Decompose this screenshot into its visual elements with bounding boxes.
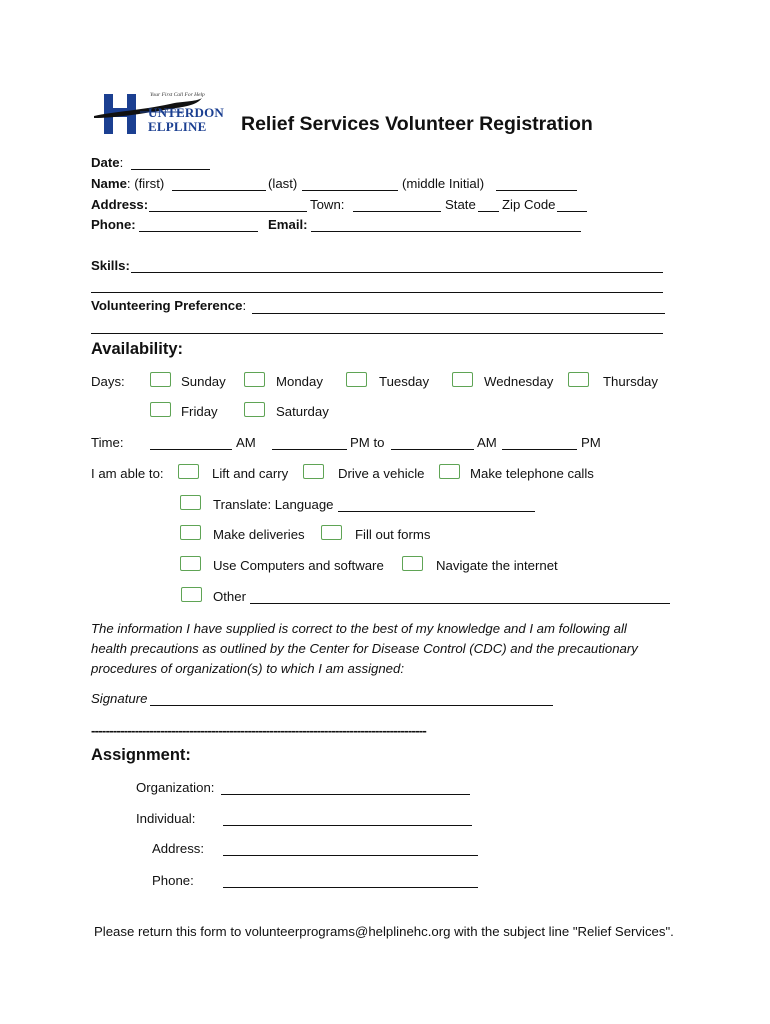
translate-checkbox[interactable] [180,495,201,510]
name-first-label: : (first) [126,176,165,191]
other-checkbox[interactable] [181,587,202,602]
lift-carry-checkbox[interactable] [178,464,199,479]
zip-label: Zip Code [502,197,556,212]
assignment-heading: Assignment: [91,746,191,764]
wednesday-checkbox[interactable] [452,372,473,387]
preference-row [91,297,246,315]
availability-heading: Availability: [91,340,183,358]
hunterdon-helpline-logo [92,90,232,136]
sunday-checkbox[interactable] [150,372,171,387]
thursday-label: Thursday [603,374,658,389]
preference-sep: : [242,298,247,313]
translate-language-field[interactable] [338,511,535,512]
other-label: Other [213,589,246,604]
skills-field-line-2[interactable] [91,292,663,293]
organization-label: Organization: [136,780,215,795]
zip-field[interactable] [557,211,587,212]
time-pm-to-label: PM to [350,435,385,450]
friday-checkbox[interactable] [150,402,171,417]
date-sep: : [119,155,124,170]
fill-forms-checkbox[interactable] [321,525,342,540]
time-am-label-2: AM [477,435,497,450]
town-label: Town: [310,197,345,212]
telephone-calls-label: Make telephone calls [470,466,594,481]
sunday-label: Sunday [181,374,226,389]
tuesday-checkbox[interactable] [346,372,367,387]
date-label: Date [91,155,120,170]
address-field[interactable] [149,211,307,212]
assignment-address-field[interactable] [223,855,478,856]
lift-carry-label: Lift and carry [212,466,289,481]
time-start-field[interactable] [150,449,232,450]
section-separator: -------------------------------------------------------------------------------------------- [91,723,427,738]
assignment-phone-label: Phone: [152,873,194,888]
statement-line-2: health precautions as outlined by the Center for Disease Control (CDC) and the precautionary [91,641,638,656]
internet-label: Navigate the internet [436,558,558,573]
monday-label: Monday [276,374,323,389]
skills-field[interactable] [131,272,663,273]
first-name-field[interactable] [172,190,266,191]
wednesday-label: Wednesday [484,374,554,389]
page-title: Relief Services Volunteer Registration [241,113,593,135]
deliveries-label: Make deliveries [213,527,305,542]
days-label: Days: [91,374,125,389]
drive-vehicle-label: Drive a vehicle [338,466,425,481]
last-name-field[interactable] [302,190,398,191]
fill-forms-label: Fill out forms [355,527,431,542]
time-pm-field[interactable] [272,449,347,450]
phone-label: Phone: [91,217,136,232]
telephone-calls-checkbox[interactable] [439,464,460,479]
logo-line-2: ELPLINE [148,119,207,134]
organization-field[interactable] [221,794,470,795]
preference-label: Volunteering Preference [91,298,243,313]
time-am-label: AM [236,435,256,450]
other-field[interactable] [250,603,670,604]
internet-checkbox[interactable] [402,556,423,571]
computers-checkbox[interactable] [180,556,201,571]
email-field[interactable] [311,231,581,232]
friday-label: Friday [181,404,218,419]
tuesday-label: Tuesday [379,374,430,389]
middle-initial-label: (middle Initial) [402,176,485,191]
phone-field[interactable] [139,231,258,232]
monday-checkbox[interactable] [244,372,265,387]
individual-field[interactable] [223,825,472,826]
preference-field-line-2[interactable] [91,333,663,334]
name-label: Name [91,176,127,191]
date-row [91,154,123,172]
statement-line-3: procedures of organization(s) to which I am assigned: [91,661,404,676]
state-label: State [445,197,476,212]
assignment-phone-field[interactable] [223,887,478,888]
time-end-pm-field[interactable] [502,449,577,450]
skills-label: Skills: [91,258,130,273]
time-label: Time: [91,435,124,450]
footer-instructions: Please return this form to volunteerprograms@helplinehc.org with the subject line "Relief Services". [94,924,674,939]
computers-label: Use Computers and software [213,558,384,573]
date-field[interactable] [131,169,210,170]
signature-label: Signature [91,691,148,706]
thursday-checkbox[interactable] [568,372,589,387]
individual-label: Individual: [136,811,196,826]
signature-field[interactable] [150,705,553,706]
logo-line-1: UNTERDON [148,105,224,120]
time-end-am-field[interactable] [391,449,474,450]
deliveries-checkbox[interactable] [180,525,201,540]
drive-vehicle-checkbox[interactable] [303,464,324,479]
middle-initial-field[interactable] [496,190,577,191]
able-to-label: I am able to: [91,466,164,481]
assignment-address-label: Address: [152,841,205,856]
saturday-checkbox[interactable] [244,402,265,417]
saturday-label: Saturday [276,404,329,419]
statement-line-1: The information I have supplied is correct to the best of my knowledge and I am following all [91,621,627,636]
town-field[interactable] [353,211,441,212]
preference-field[interactable] [252,313,665,314]
state-field[interactable] [478,211,499,212]
logo-tagline: Your First Call For Help [150,92,205,98]
address-label: Address: [91,197,149,212]
translate-label: Translate: Language [213,497,334,512]
last-name-label: (last) [268,176,298,191]
time-pm-label: PM [581,435,601,450]
email-label: Email: [268,217,308,232]
name-row [91,175,164,193]
